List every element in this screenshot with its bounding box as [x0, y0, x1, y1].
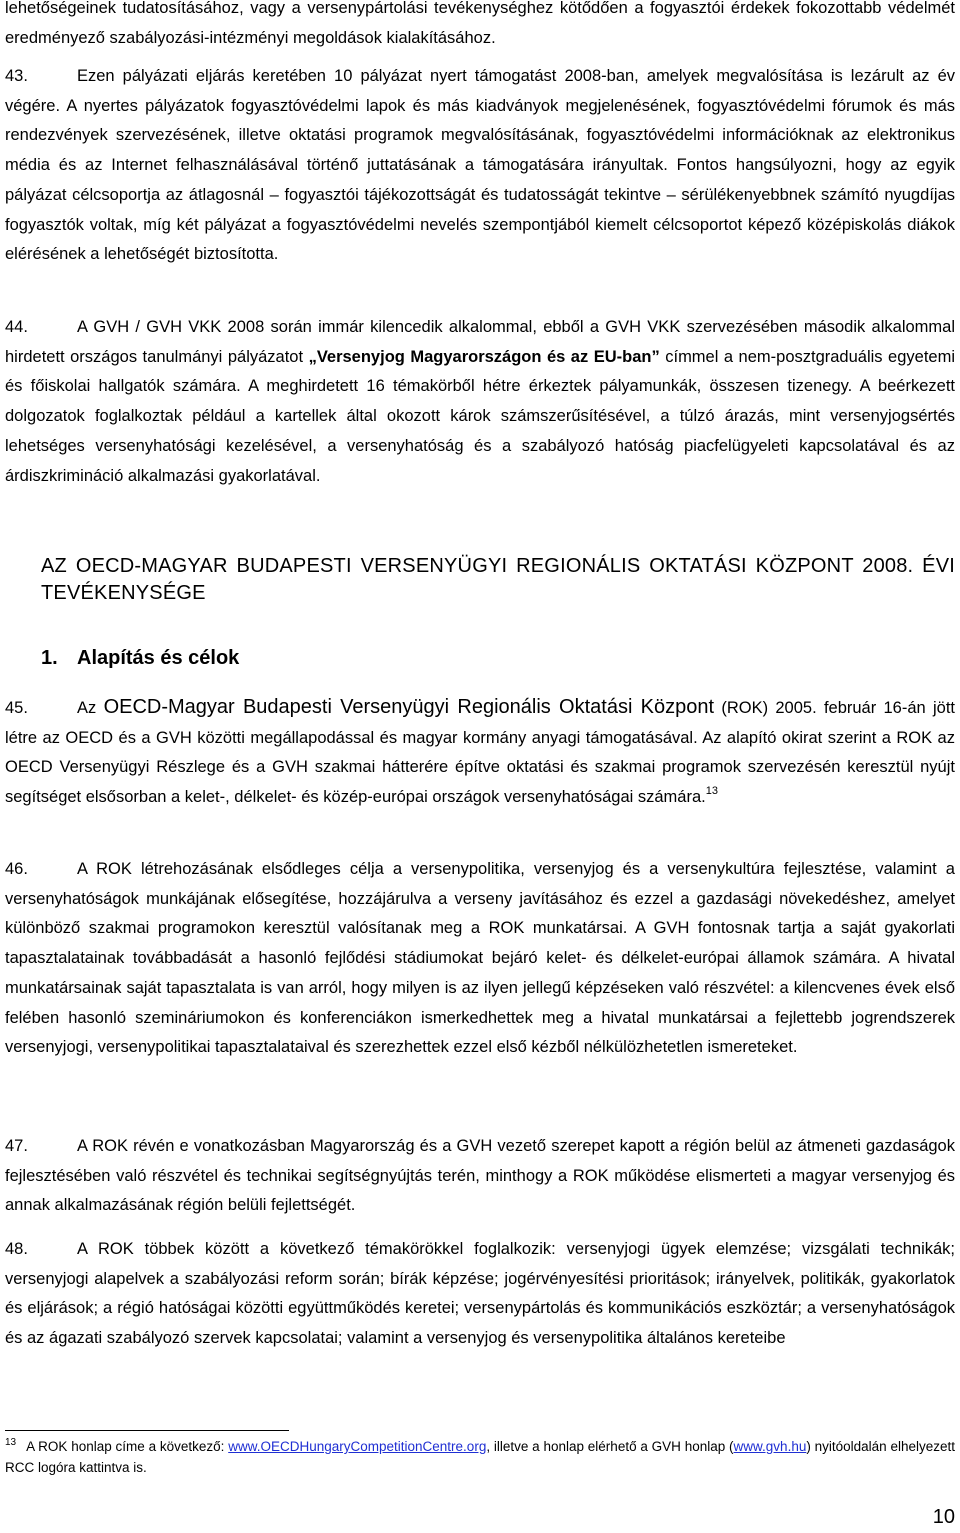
footnote-text: A ROK honlap címe a következő: [26, 1439, 229, 1454]
footnote [5, 1436, 955, 1478]
paragraph-text: címmel a nem-posztgraduális egyetemi és főiskolai hallgatók számára. A meghirdetett 16 témakörből hétre érkeztek pályamunkák, összesen tizenegy. A beérkezett dolgozatok foglalkoztak például a kartellek által okozott károk számszerűsítésével, a túlzó árazás, mint versenyjogsértés lehetséges versenyhatósági kezelésével, a versenyhatóság és a szabályozó hatóság piacfelügyeleti kapcsolatával és az árdiszkrimináció alkalmazási gyakorlatával. [5, 347, 955, 485]
paragraph-continuation: lehetőségeinek tudatosításához, vagy a versenypártolási tevékenységhez kötődően a fogyasztói érdekek fokozottabb védelmét eredményező szabályozási-intézményi megoldások kialakításához. [5, 0, 955, 47]
centre-name: OECD-Magyar Budapesti Versenyügyi Regionális Oktatási Központ [103, 696, 715, 718]
gvh-link[interactable]: www.gvh.hu [733, 1439, 807, 1454]
subsection-heading [41, 644, 239, 672]
paragraph-number: 44. [5, 318, 28, 336]
paragraph-text: A ROK többek között a következő témakörökkel foglalkozik: versenyjogi ügyek elemzése; vizsgálati technikák; versenyjogi alapelvek a szabályozási reform során; bírák képzése; jogérvényesítési prioritások; irányelvek, politikák, gyakorlatok és eljárások; a régió hatóságai közötti együttműködés keretei; versenypártolás és kommunikációs eszköztár; a versenyhatóságok és az ágazati szabályozó szervek kapcsolatai; valamint a versenyjog és versenypolitika általános kereteibe [5, 1240, 955, 1348]
footnote-reference[interactable]: 13 [705, 785, 718, 798]
paragraph-number: 48. [5, 1240, 28, 1258]
paragraph-number: 47. [5, 1137, 28, 1155]
paragraph-text: (ROK) 2005. február 16-án jött létre az OECD és a GVH közötti megállapodással és magyar kormány anyagi támogatásával. Az alapító okirat szerint a ROK az OECD Versenyügyi Részlege és a GVH szakmai hátterére építve oktatási és szakmai programok szervezésén keresztül nyújt segítséget elsősorban a kelet-, délkelet- és közép-európai országok versenyhatóságai számára. [5, 699, 956, 807]
paragraph-46 [5, 855, 955, 1063]
paragraph-number: 46. [5, 860, 28, 878]
paragraph-45 [5, 693, 955, 813]
subsection-number: 1. [41, 647, 58, 669]
paragraph-text: A ROK létrehozásának elsődleges célja a versenypolitika, versenyjog és a versenykultúra fejlesztése, valamint a versenyhatóságok munkájának elősegítése, hozzájárulva a verseny javításához és ezzel a gazdasági növekedéshez, amelyet különböző szakmai programokon keresztül valósítanak meg a ROK munkatársai. A GVH fontosnak tartja a saját gyakorlati tapasztalatainak továbbadását a hasonló fejlődési stádiumokat bejáró kelet- és délkelet-európai államok számára. A hivatal munkatársainak saját tapasztalata is van arról, hogy milyen is az ilyen jellegű képzéseken való részvétel: a kilencvenes évek első felében hasonló szemináriumokon és konferenciákon ismerkedhettek meg a hivatal munkatársai a fejlettebb jogrendszerek versenyjogi, versenypolitikai tapasztalataival és szerezhettek ezzel első kézből nélkülözhetetlen ismereteket. [5, 860, 955, 1057]
footnote-text: ) nyitóoldalán elhelyezett RCC logóra kattintva is. [5, 1439, 956, 1475]
page-number: 10 [932, 1506, 955, 1528]
paragraph-text: Ezen pályázati eljárás keretében 10 pályázat nyert támogatást 2008-ban, amelyek megvalósítása is lezárult az év végére. A nyertes pályázatok fogyasztóvédelmi lapok és más kiadványok megjelenésének, fogyasztóvédelmi fórumok és más rendezvények szervezésének, illetve oktatási programok megvalósításának, fogyasztóvédelmi információknak az elektronikus média és az Internet felhasználásával történő juttatásának a támogatására irányultak. Fontos hangsúlyozni, hogy az egyik pályázat célcsoportja az átlagosnál – fogyasztói tájékozottságát és tudatosságát tekintve – sérülékenyebbnek számító nyugdíjas fogyasztók voltak, míg két pályázat a fogyasztóvédelmi nevelés szempontjából kiemelt célcsoportot képező középiskolás diákok elérésének a lehetőségét biztosította. [5, 67, 955, 264]
paragraph-48 [5, 1235, 955, 1354]
footnote-number: 13 [5, 1437, 17, 1448]
footnote-text: , illetve a honlap elérhető a GVH honlap ( [486, 1439, 734, 1454]
paragraph-43 [5, 62, 955, 270]
paragraph-44 [5, 313, 955, 491]
paragraph-47 [5, 1132, 955, 1221]
paragraph-number: 43. [5, 67, 28, 85]
subsection-title: Alapítás és célok [77, 647, 240, 669]
paragraph-lead: Az [77, 699, 97, 717]
competition-title: „Versenyjog Magyarországon és az EU-ban” [308, 347, 660, 366]
paragraph-text: A GVH / GVH VKK 2008 során immár kilencedik alkalommal, ebből a GVH VKK szervezésében második alkalommal hirdetett országos tanulmányi pályázatot [5, 318, 955, 366]
paragraph-text: A ROK révén e vonatkozásban Magyarország és a GVH vezető szerepet kapott a régión belül az átmeneti gazdaságok fejlesztésében való részvétel és technikai segítségnyújtás terén, minthogy a ROK működése elismerteti a magyar versenyjog és annak alkalmazásának régión belüli fejlettségét. [5, 1137, 955, 1215]
footnote-divider [5, 1430, 289, 1431]
oecd-centre-link[interactable]: www.OECDHungaryCompetitionCentre.org [228, 1439, 487, 1454]
section-heading: AZ OECD-MAGYAR BUDAPESTI VERSENYÜGYI REGIONÁLIS OKTATÁSI KÖZPONT 2008. ÉVI TEVÉKENYSÉGE [41, 555, 955, 604]
paragraph-number: 45. [5, 699, 28, 717]
